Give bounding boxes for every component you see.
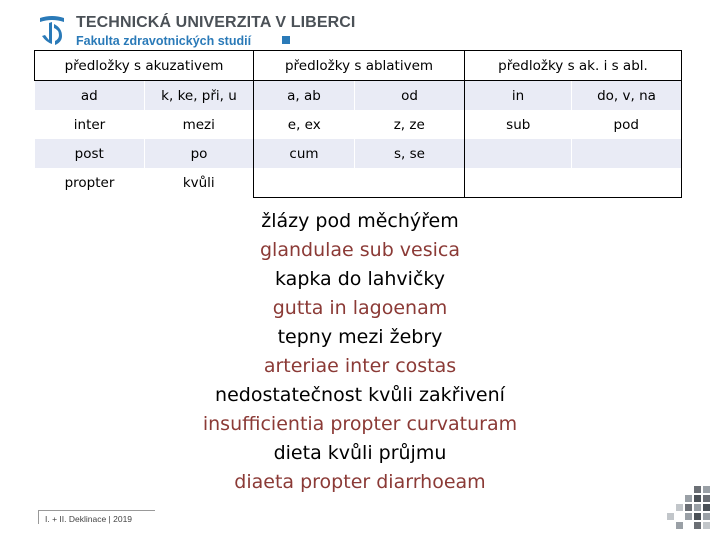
table-cell: k, ke, při, u bbox=[145, 81, 254, 111]
table-cell: in bbox=[465, 81, 572, 111]
table-cell: ad bbox=[35, 81, 145, 111]
example-latin: arteriae inter costas bbox=[263, 355, 457, 377]
example-latin: gutta in lagoenam bbox=[272, 297, 448, 319]
table-cell bbox=[572, 168, 682, 198]
table-cell: propter bbox=[64, 174, 115, 191]
table-cell: a, ab bbox=[254, 81, 355, 111]
table-cell bbox=[465, 139, 572, 168]
example-czech: žlázy pod měchýřem bbox=[261, 210, 459, 232]
footer-label: I. + II. Deklinace | 2019 bbox=[38, 510, 155, 524]
example-czech: kapka do lahvičky bbox=[275, 268, 445, 290]
tul-logo-icon bbox=[36, 14, 68, 48]
table-cell bbox=[355, 168, 465, 198]
table-header-row bbox=[35, 51, 682, 81]
table-cell: po bbox=[145, 139, 254, 168]
example-latin: insufficientia propter curvaturam bbox=[202, 413, 518, 435]
table-cell: do, v, na bbox=[572, 81, 682, 111]
institution-name: TECHNICKÁ UNIVERZITA V LIBERCI bbox=[76, 14, 356, 31]
table-cell: kvůli bbox=[182, 174, 215, 191]
example-latin: diaeta propter diarrhoeam bbox=[234, 471, 486, 493]
table-cell bbox=[465, 168, 572, 198]
table-cell: inter bbox=[73, 116, 106, 133]
header-accusative: předložky s akuzativem bbox=[35, 51, 254, 81]
table-cell: pod bbox=[572, 110, 682, 139]
table-cell: cum bbox=[254, 139, 355, 168]
header-both-cases: předložky s ak. i s abl. bbox=[465, 51, 682, 81]
prepositions-table bbox=[34, 50, 682, 198]
table-cell: sub bbox=[465, 110, 572, 139]
example-czech: dieta kvůli průjmu bbox=[273, 442, 447, 464]
table-cell: od bbox=[355, 81, 465, 111]
table-cell: e, ex bbox=[254, 110, 355, 139]
brand-square bbox=[282, 36, 290, 44]
table-cell bbox=[254, 168, 355, 198]
example-latin: glandulae sub vesica bbox=[259, 239, 461, 261]
table-cell: mezi bbox=[182, 116, 215, 133]
corner-grid-decoration bbox=[658, 486, 710, 532]
table-cell bbox=[572, 139, 682, 168]
table-cell: post bbox=[35, 139, 145, 168]
table-cell: z, ze bbox=[393, 116, 425, 133]
table-row bbox=[35, 81, 682, 111]
table-row bbox=[35, 139, 682, 168]
university-logo bbox=[36, 12, 356, 52]
faculty-name: Fakulta zdravotnických studií bbox=[76, 34, 252, 48]
header-ablative: předložky s ablativem bbox=[254, 51, 465, 81]
example-phrases bbox=[0, 207, 720, 497]
table-cell: s, se bbox=[355, 139, 465, 168]
table-row bbox=[35, 168, 682, 198]
example-czech: tepny mezi žebry bbox=[277, 326, 443, 348]
table-row bbox=[35, 110, 682, 139]
example-czech: nedostatečnost kvůli zakřivení bbox=[215, 384, 505, 406]
